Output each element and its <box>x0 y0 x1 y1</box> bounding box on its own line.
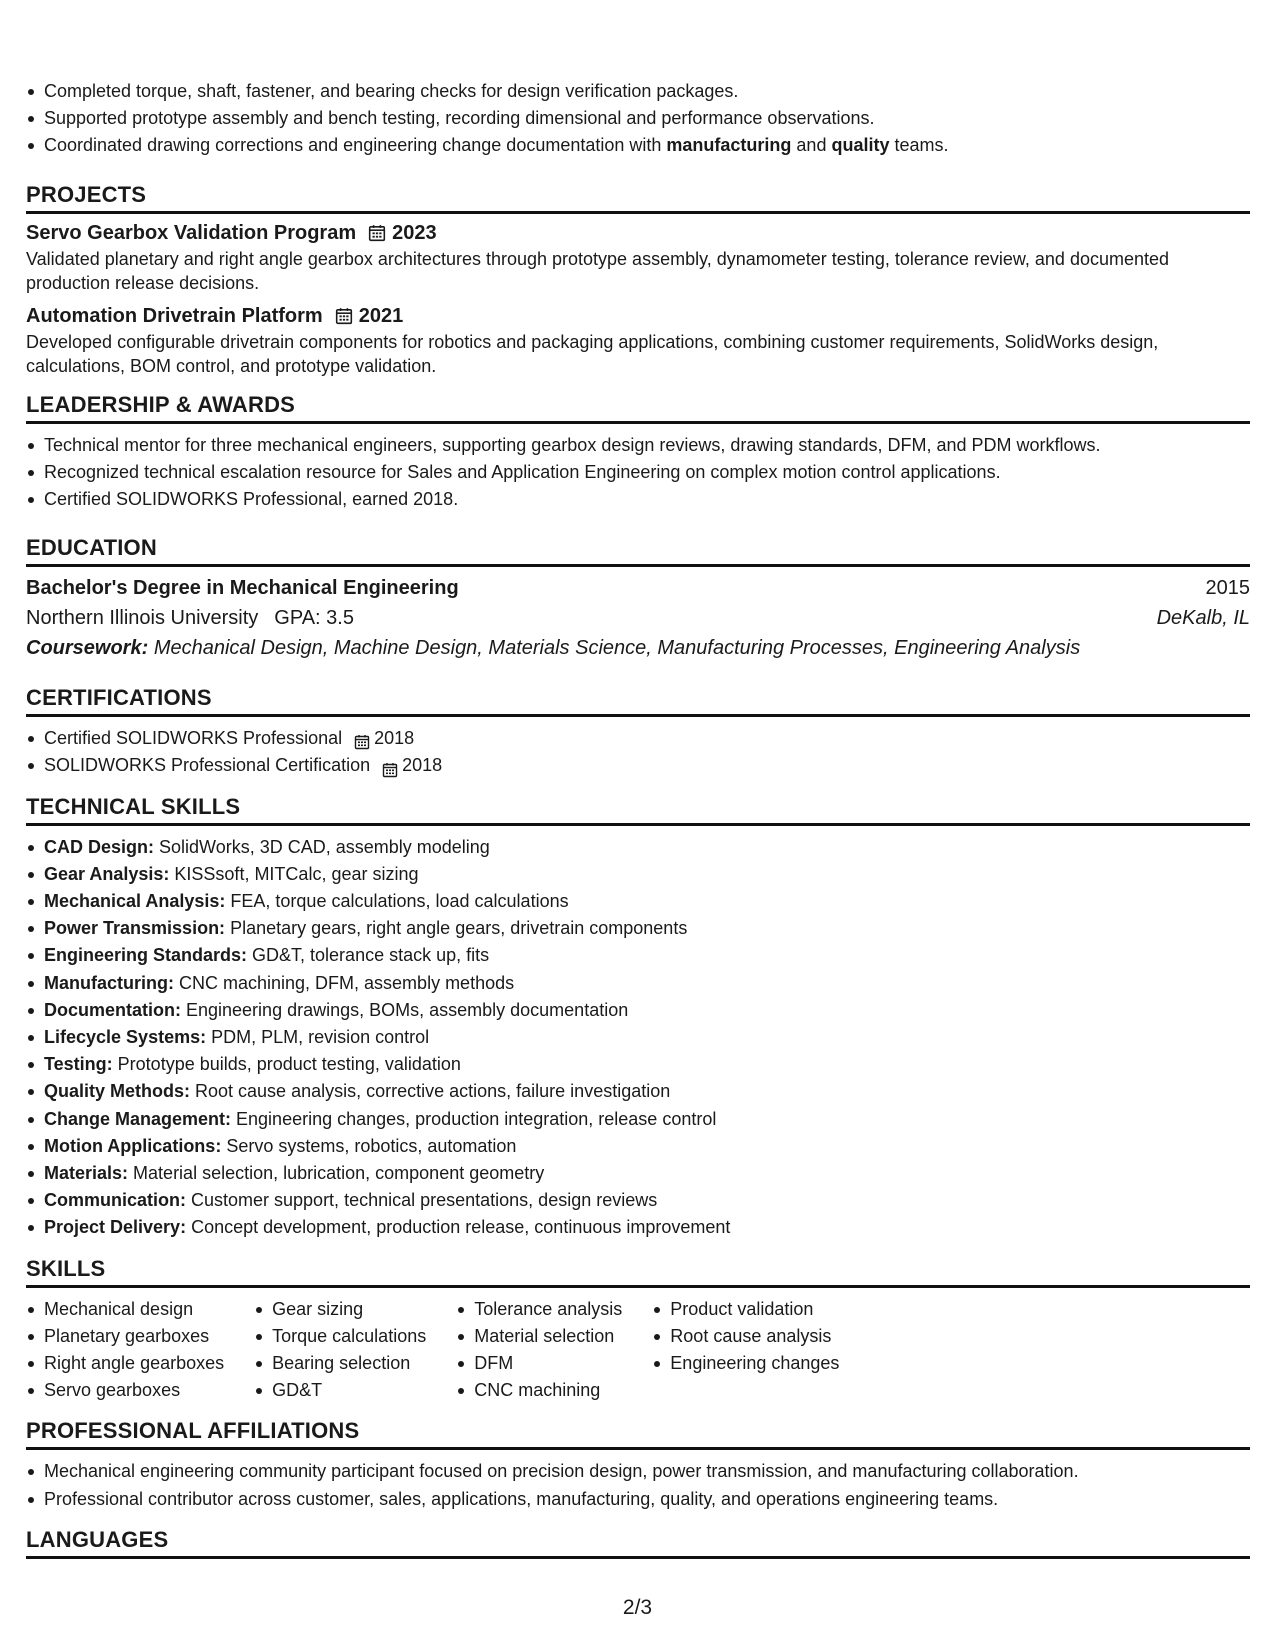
skill-item: Servo gearboxes <box>44 1377 224 1404</box>
skill-item: Planetary gearboxes <box>44 1323 224 1350</box>
skill-item: Gear sizing <box>272 1296 426 1323</box>
technical-skill-item <box>44 1024 1250 1051</box>
skill-category: Engineering Standards: <box>44 945 248 966</box>
coursework <box>26 633 1250 663</box>
skill-item: GD&T <box>272 1377 426 1404</box>
school-name: Northern Illinois University <box>26 607 259 630</box>
calendar-icon <box>335 307 353 325</box>
graduation-year: 2015 <box>1205 577 1250 600</box>
skill-item: Torque calculations <box>272 1323 426 1350</box>
school-location: DeKalb, IL <box>1156 607 1250 630</box>
project-year: 2021 <box>358 304 404 327</box>
skill-values: Servo systems, robotics, automation <box>221 1135 517 1156</box>
section-title-languages: LANGUAGES <box>26 1527 1250 1559</box>
languages-section <box>26 1527 1250 1559</box>
technical-skill-item <box>44 1078 1250 1105</box>
skill-category: Manufacturing: <box>44 972 174 993</box>
section-title-affiliations: PROFESSIONAL AFFILIATIONS <box>26 1418 1250 1450</box>
skill-category: Communication: <box>44 1190 186 1211</box>
text-segment: teams. <box>889 135 949 156</box>
technical-skill-item <box>44 1187 1250 1214</box>
skill-category: Change Management: <box>44 1108 232 1129</box>
skill-item: Right angle gearboxes <box>44 1350 224 1377</box>
certification-year: 2018 <box>402 755 443 776</box>
coursework-list: Mechanical Design, Machine Design, Materials Science, Manufacturing Processes, Engineering Analysis <box>153 637 1081 660</box>
certification-name: SOLIDWORKS Professional Certification <box>44 755 371 776</box>
skill-values: FEA, torque calculations, load calculations <box>225 891 569 912</box>
technical-skill-item <box>44 861 1250 888</box>
skill-category: Materials: <box>44 1163 129 1184</box>
certification-name: Certified SOLIDWORKS Professional <box>44 728 343 749</box>
section-title-education: EDUCATION <box>26 535 1250 567</box>
list-item: Professional contributor across customer, sales, applications, manufacturing, quality, and operations engineering teams. <box>44 1486 1250 1513</box>
calendar-icon <box>382 759 398 775</box>
coursework-label: Coursework: <box>26 637 149 660</box>
certification-year: 2018 <box>374 728 415 749</box>
skill-item: DFM <box>474 1350 622 1377</box>
certification-item <box>44 752 1250 779</box>
affiliations-section <box>26 1418 1250 1512</box>
education-section <box>26 535 1250 663</box>
skill-values: Engineering drawings, BOMs, assembly documentation <box>181 999 629 1020</box>
leadership-list <box>26 432 1250 514</box>
skill-category: Gear Analysis: <box>44 863 170 884</box>
skill-category: Lifecycle Systems: <box>44 1027 207 1048</box>
skill-values: CNC machining, DFM, assembly methods <box>174 972 515 993</box>
projects-section <box>26 182 1250 378</box>
skills-column <box>652 1296 839 1405</box>
skill-values: Material selection, lubrication, component geometry <box>128 1163 545 1184</box>
project-name: Servo Gearbox Validation Program <box>26 221 357 244</box>
technical-skill-item <box>44 1214 1250 1241</box>
affiliations-list <box>26 1458 1250 1512</box>
technical-skill-item <box>44 834 1250 861</box>
text-segment: and <box>791 135 832 156</box>
section-title-projects: PROJECTS <box>26 182 1250 214</box>
skill-item: Root cause analysis <box>670 1323 839 1350</box>
list-item: Recognized technical escalation resource for Sales and Application Engineering on complex motion control applications. <box>44 459 1250 486</box>
technical-skill-item <box>44 915 1250 942</box>
leadership-section <box>26 392 1250 514</box>
resume-page <box>26 78 1250 1559</box>
skill-item: CNC machining <box>474 1377 622 1404</box>
education-degree-row <box>26 573 1250 603</box>
project-description: Validated planetary and right angle gearbox architectures through prototype assembly, dynamometer testing, tolerance review, and documented production release decisions. <box>26 248 1170 293</box>
technical-skills-list <box>26 834 1250 1242</box>
skills-section <box>26 1256 1250 1405</box>
technical-skills-section <box>26 794 1250 1242</box>
list-item: Technical mentor for three mechanical engineers, supporting gearbox design reviews, drawing standards, DFM, and PDM workflows. <box>44 432 1250 459</box>
skills-columns <box>26 1296 1250 1405</box>
calendar-icon <box>368 224 386 242</box>
skill-item: Tolerance analysis <box>474 1296 622 1323</box>
skill-item: Engineering changes <box>670 1350 839 1377</box>
skill-category: Mechanical Analysis: <box>44 891 226 912</box>
skill-category: Power Transmission: <box>44 918 226 939</box>
projects-list <box>26 222 1250 378</box>
section-title-leadership: LEADERSHIP & AWARDS <box>26 392 1250 424</box>
skill-values: SolidWorks, 3D CAD, assembly modeling <box>154 836 490 857</box>
skills-column <box>26 1296 224 1405</box>
section-title-certifications: CERTIFICATIONS <box>26 685 1250 717</box>
emphasis-text: manufacturing <box>666 135 792 156</box>
project-year: 2023 <box>392 221 437 244</box>
skill-category: Documentation: <box>44 999 181 1020</box>
skill-values: Root cause analysis, corrective actions, failure investigation <box>190 1081 671 1102</box>
project-name: Automation Drivetrain Platform <box>26 304 323 327</box>
skill-item: Mechanical design <box>44 1296 224 1323</box>
project-title <box>26 305 1250 328</box>
technical-skill-item <box>44 970 1250 997</box>
section-title-technical-skills: TECHNICAL SKILLS <box>26 794 1250 826</box>
technical-skill-item <box>44 1160 1250 1187</box>
list-item <box>44 78 1250 105</box>
skill-values: Customer support, technical presentations, design reviews <box>186 1190 658 1211</box>
skill-category: Quality Methods: <box>44 1081 191 1102</box>
degree-name: Bachelor's Degree in Mechanical Engineering <box>26 577 459 600</box>
skill-item: Bearing selection <box>272 1350 426 1377</box>
skills-column <box>254 1296 426 1405</box>
list-item: Certified SOLIDWORKS Professional, earned 2018. <box>44 486 1250 513</box>
skill-values: Concept development, production release, continuous improvement <box>186 1217 731 1238</box>
skill-item: Material selection <box>474 1323 622 1350</box>
technical-skill-item <box>44 997 1250 1024</box>
skill-values: GD&T, tolerance stack up, fits <box>247 945 490 966</box>
skill-item: Product validation <box>670 1296 839 1323</box>
text-segment: Completed torque, shaft, fastener, and bearing checks for design verification packages. <box>44 81 739 101</box>
text-segment: Coordinated drawing corrections and engineering change documentation with <box>44 135 667 156</box>
technical-skill-item <box>44 888 1250 915</box>
certification-item <box>44 725 1250 752</box>
project-description: Developed configurable drivetrain components for robotics and packaging applications, combining customer requirements, SolidWorks design, calculations, BOM control, and prototype validation. <box>26 331 1159 376</box>
list-item <box>44 105 1250 132</box>
skill-category: Project Delivery: <box>44 1217 187 1238</box>
list-item <box>44 132 1250 159</box>
certifications-section <box>26 685 1250 779</box>
technical-skill-item <box>44 1106 1250 1133</box>
skill-category: Testing: <box>44 1054 113 1075</box>
project-title <box>26 222 1250 245</box>
gpa: GPA: 3.5 <box>274 607 354 630</box>
experience-bullets <box>26 78 1250 160</box>
calendar-icon <box>354 731 370 747</box>
skill-values: KISSsoft, MITCalc, gear sizing <box>169 863 419 884</box>
skill-values: PDM, PLM, revision control <box>206 1027 430 1048</box>
page-number: 2/3 <box>622 1596 653 1619</box>
section-title-skills: SKILLS <box>26 1256 1250 1288</box>
list-item: Mechanical engineering community participant focused on precision design, power transmission, and manufacturing collaboration. <box>44 1458 1250 1485</box>
technical-skill-item <box>44 1051 1250 1078</box>
skills-column <box>456 1296 622 1405</box>
skill-values: Planetary gears, right angle gears, drivetrain components <box>225 918 688 939</box>
text-segment: Supported prototype assembly and bench testing, recording dimensional and performance observations. <box>44 108 875 129</box>
technical-skill-item <box>44 1133 1250 1160</box>
skill-values: Engineering changes, production integration, release control <box>231 1108 717 1129</box>
skill-category: Motion Applications: <box>44 1135 222 1156</box>
technical-skill-item <box>44 942 1250 969</box>
emphasis-text: quality <box>831 135 890 156</box>
education-school-row <box>26 603 1250 633</box>
skill-values: Prototype builds, product testing, validation <box>112 1054 461 1075</box>
skill-category: CAD Design: <box>44 836 155 857</box>
certifications-list <box>26 725 1250 779</box>
